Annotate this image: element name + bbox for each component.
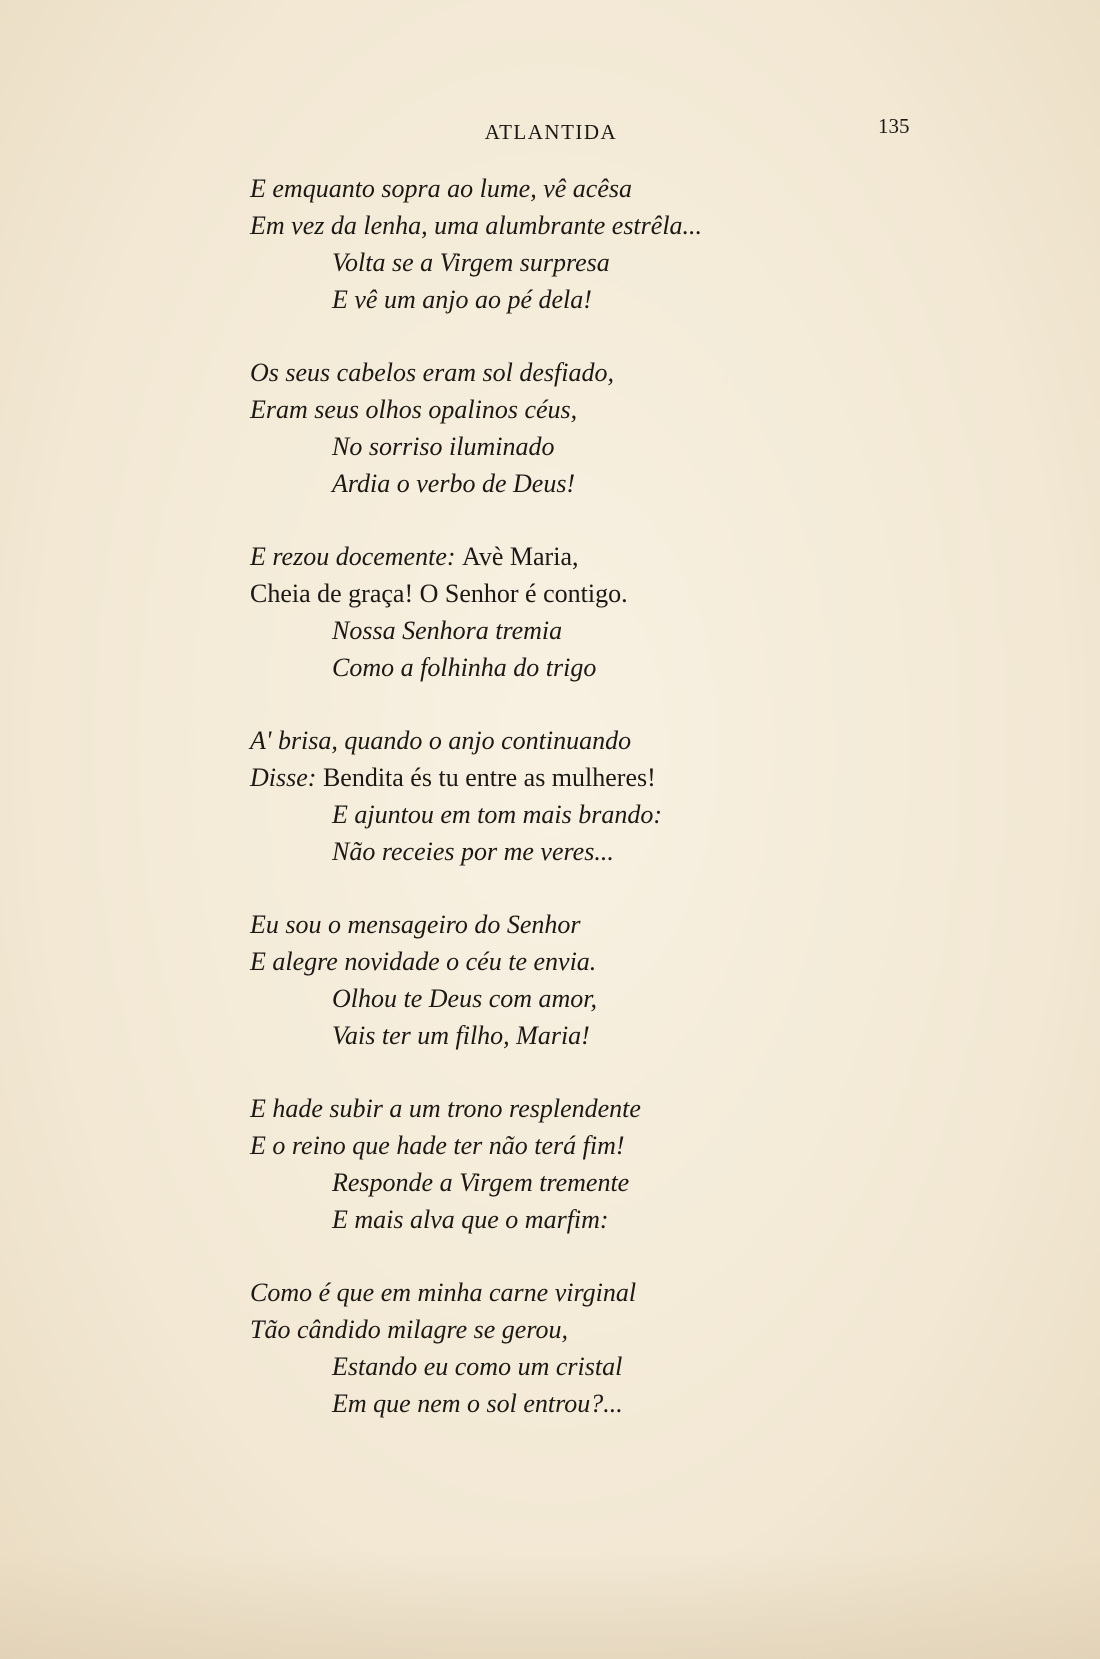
stanza-3 xyxy=(250,538,890,686)
verse-roman-part: Avè Maria, xyxy=(462,542,579,571)
verse-line: E o reino que hade ter não terá fim! xyxy=(250,1131,625,1160)
verse-line: Eu sou o mensageiro do Senhor xyxy=(250,910,581,939)
page-number: 135 xyxy=(878,114,910,138)
verse-line: Como é que em minha carne virginal xyxy=(250,1278,637,1307)
verse-line: Não receies por me veres... xyxy=(332,837,614,866)
verse-line: Nossa Senhora tremia xyxy=(332,616,563,645)
verse-line: E alegre novidade o céu te envia. xyxy=(250,947,597,976)
stanza-2 xyxy=(250,354,890,502)
verse-line: Em que nem o sol entrou?... xyxy=(332,1389,623,1418)
verse-roman-part: Bendita és tu entre as mulheres! xyxy=(322,763,656,792)
stanza-1 xyxy=(250,170,890,318)
verse-italic-part: E rezou docemente: xyxy=(250,542,456,571)
verse-line: Como a folhinha do trigo xyxy=(332,653,597,682)
verse-line: Os seus cabelos eram sol desfiado, xyxy=(250,358,614,387)
verse-line: Tão cândido milagre se gerou, xyxy=(250,1315,568,1344)
poem xyxy=(250,170,890,1458)
stanza-7 xyxy=(250,1274,890,1422)
verse-line: E emquanto sopra ao lume, vê acêsa xyxy=(250,174,632,203)
verse-line: Olhou te Deus com amor, xyxy=(332,984,598,1013)
verse-line: Cheia de graça! O Senhor é contigo. xyxy=(250,579,628,608)
verse-line: E mais alva que o marfim: xyxy=(332,1205,609,1234)
verse-line: E hade subir a um trono resplendente xyxy=(250,1094,641,1123)
verse-line: Em vez da lenha, uma alumbrante estrêla... xyxy=(250,211,703,240)
stanza-5 xyxy=(250,906,890,1054)
verse-line: E ajuntou em tom mais brando: xyxy=(332,800,663,829)
running-title-text: ATLANTIDA xyxy=(484,120,618,144)
verse-line: No sorriso iluminado xyxy=(332,432,555,461)
verse-line: Vais ter um filho, Maria! xyxy=(332,1021,590,1050)
verse-line: A' brisa, quando o anjo continuando xyxy=(250,726,632,755)
verse-line xyxy=(250,759,890,796)
verse-line xyxy=(250,538,890,575)
verse-line: E vê um anjo ao pé dela! xyxy=(332,285,592,314)
stanza-6 xyxy=(250,1090,890,1238)
verse-line: Volta se a Virgem surpresa xyxy=(332,248,610,277)
verse-line: Ardia o verbo de Deus! xyxy=(332,469,576,498)
verse-line: Eram seus olhos opalinos céus, xyxy=(250,395,578,424)
running-title xyxy=(0,120,1100,145)
verse-line: Responde a Virgem tremente xyxy=(332,1168,630,1197)
stanza-4 xyxy=(250,722,890,870)
verse-line: Estando eu como um cristal xyxy=(332,1352,623,1381)
verse-italic-part: Disse: xyxy=(250,763,317,792)
